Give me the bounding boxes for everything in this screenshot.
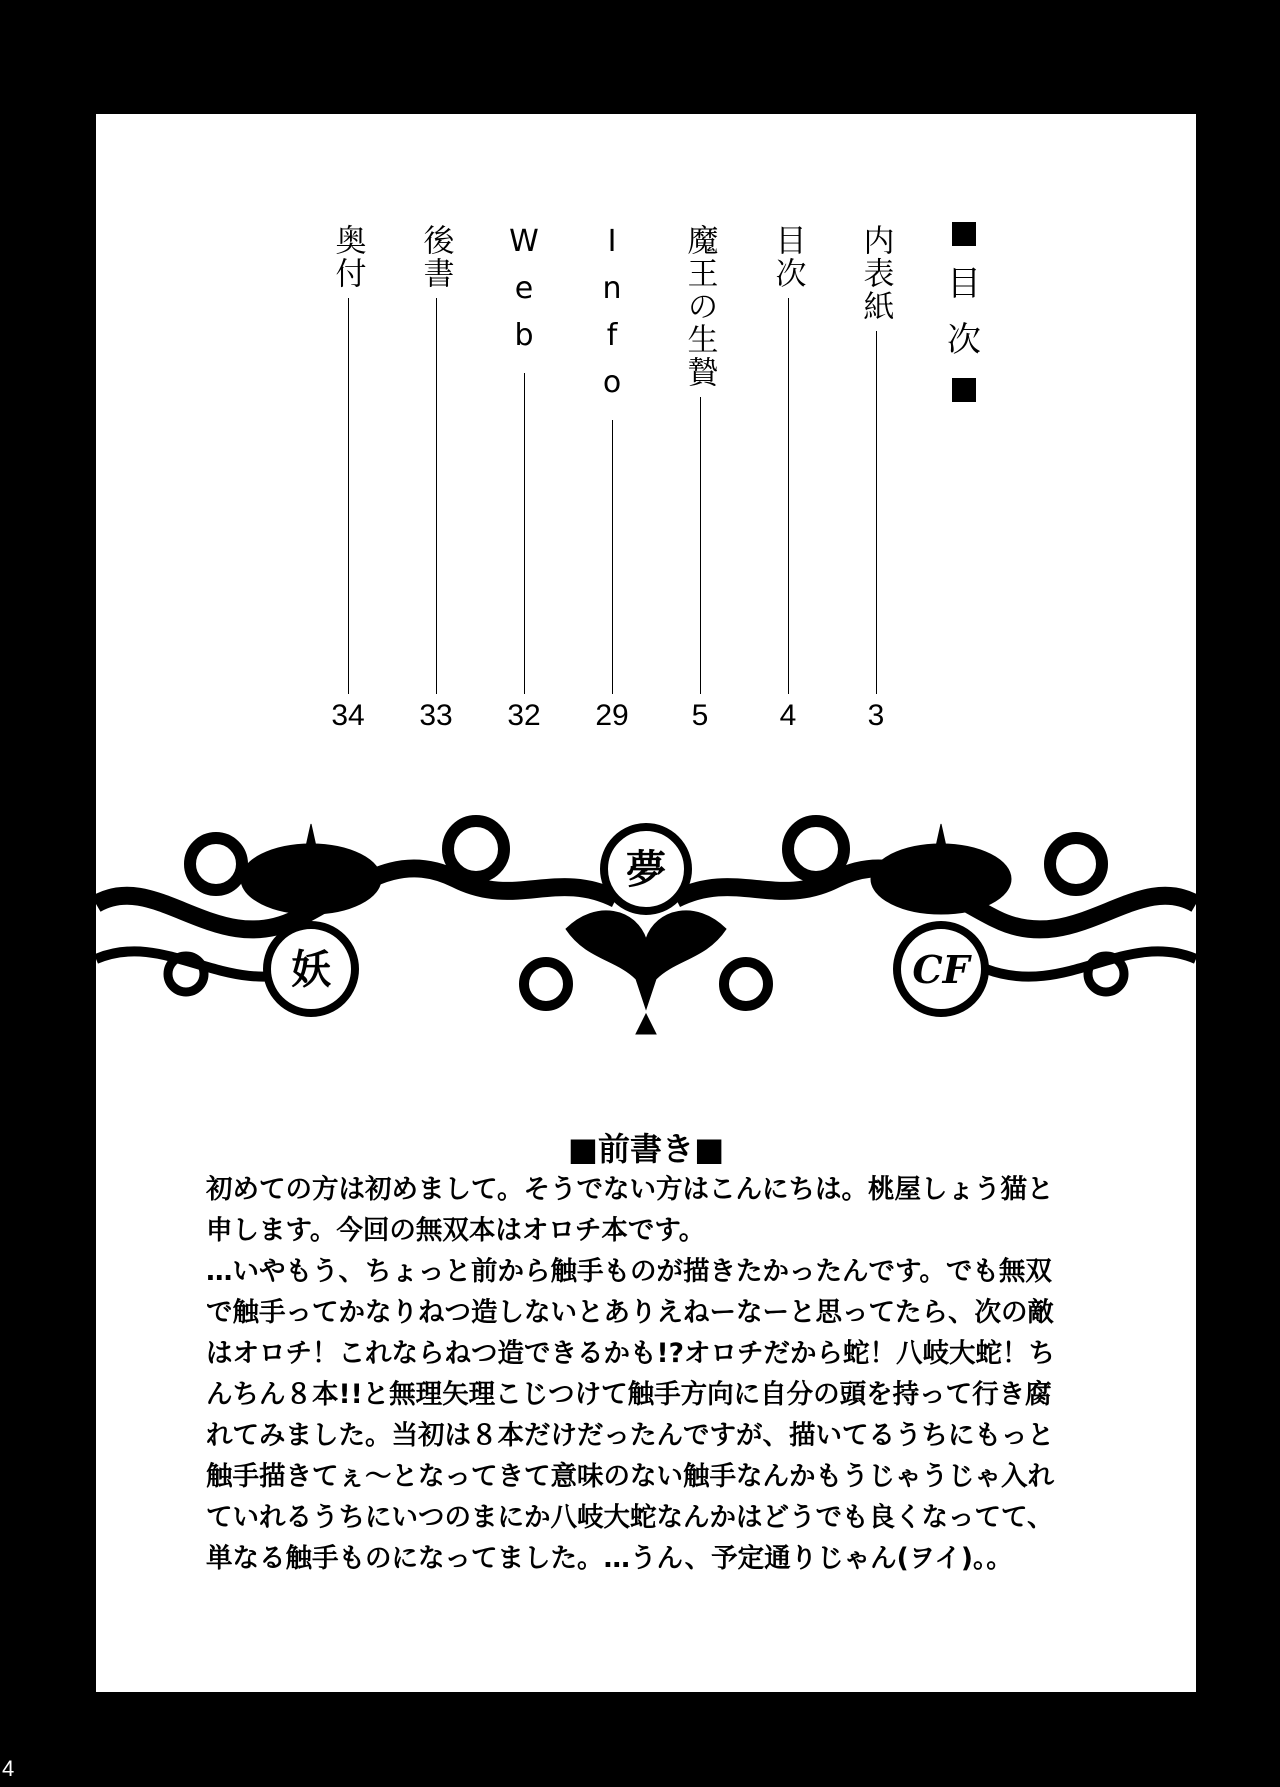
square-bullet-icon: [952, 378, 976, 402]
center-seal-text: 夢: [626, 847, 666, 893]
toc-entry: [766, 224, 810, 694]
toc-leader-line: [436, 298, 437, 694]
toc-entry-title: Web: [506, 224, 542, 365]
toc-entry: [414, 224, 458, 694]
preface-line: はオロチ！これならねつ造できるかも!?オロチだから蛇！八岐大蛇！ち: [206, 1338, 1055, 1369]
page-number: 4: [2, 1756, 15, 1781]
toc-leader-line: [348, 298, 349, 694]
toc-entry: [678, 224, 722, 694]
toc-entry-page: 3: [867, 699, 885, 732]
toc-entry-page: 34: [331, 699, 365, 732]
preface-line: 初めての方は初めまして。そうでない方はこんにちは。桃屋しょう猫と: [206, 1174, 1054, 1205]
document-page: [96, 114, 1196, 1692]
toc-entry-title: 内表紙: [857, 224, 894, 323]
toc-leader-line: [788, 298, 789, 694]
toc-entry-title: 魔王の生贄: [681, 224, 718, 389]
toc-entry: [326, 224, 370, 694]
left-seal-text: 妖: [291, 947, 331, 993]
toc-entry: [502, 224, 546, 694]
toc-entry-title: 奥付: [329, 224, 366, 290]
toc-entry-page: 5: [691, 699, 709, 732]
square-bullet-icon: [952, 222, 976, 246]
toc-leader-line: [612, 420, 613, 694]
toc-entry-page: 32: [507, 699, 541, 732]
preface-line: ていれるうちにいつのまにか八岐大蛇なんかはどうでも良くなってて、: [206, 1502, 1054, 1533]
preface-line: 申します。今回の無双本はオロチ本です。: [206, 1215, 706, 1246]
preface-title: ■前書き■: [567, 1130, 725, 1168]
decorative-ornament-band: [96, 809, 1196, 1049]
preface-line: …いやもう、ちょっと前から触手ものが描きたかったんです。でも無双: [206, 1256, 1052, 1287]
preface-body: [206, 1169, 1106, 1579]
toc-entry-title: 後書: [417, 224, 454, 290]
toc-leader-line: [524, 373, 525, 694]
preface-line: れてみました。当初は８本だけだったんですが、描いてるうちにもっと: [206, 1420, 1054, 1451]
preface-line: んちん８本!!と無理矢理こじつけて触手方向に自分の頭を持って行き腐: [206, 1379, 1052, 1410]
toc-heading-char: 目: [947, 264, 981, 304]
toc-leader-line: [700, 397, 701, 694]
toc-entry: [590, 224, 634, 694]
toc-entry: [854, 224, 898, 694]
toc-leader-line: [876, 331, 877, 694]
toc-heading-char: 次: [947, 320, 981, 360]
toc-entry-page: 4: [779, 699, 797, 732]
preface-line: で触手ってかなりねつ造しないとありえねーなーと思ってたら、次の敵: [206, 1297, 1054, 1328]
toc-entry-title: 目次: [769, 224, 806, 290]
toc-entry-page: 29: [595, 699, 629, 732]
preface-line: 単なる触手ものになってました。…うん、予定通りじゃん(ヲイ)。。: [206, 1543, 1013, 1574]
preface-line: 触手描きてぇ～となってきて意味のない触手なんかもうじゃうじゃ入れ: [206, 1461, 1054, 1492]
toc-entry-title: Info: [594, 224, 630, 412]
right-seal-text: CF: [912, 947, 970, 992]
toc-heading: [936, 212, 992, 412]
toc-entry-page: 33: [419, 699, 453, 732]
